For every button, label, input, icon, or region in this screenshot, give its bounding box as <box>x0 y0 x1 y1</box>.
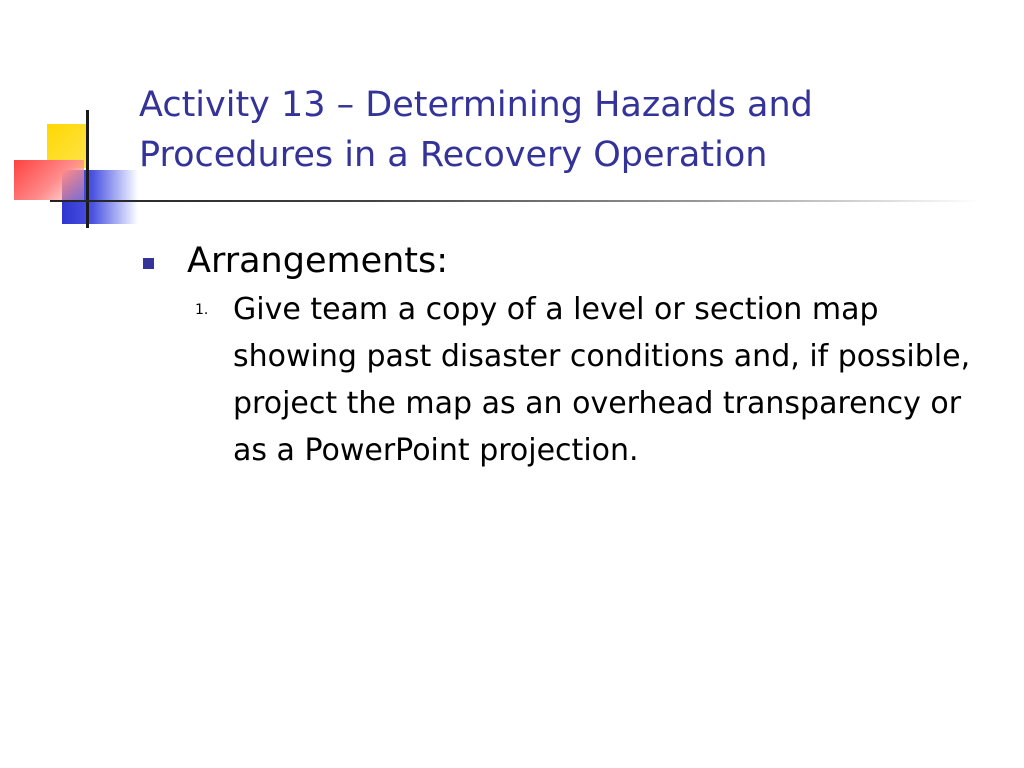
item-text: Give team a copy of a level or section map showing past disaster conditions and, if possible, project the map as an overhead transparency or as a PowerPoint projection. <box>233 292 971 468</box>
bullet-item <box>143 236 1003 286</box>
item-number: 1. <box>195 302 209 318</box>
title-line-2: Procedures in a Recovery Operation <box>139 135 768 175</box>
red-square <box>14 160 84 200</box>
square-bullet-icon <box>143 258 154 269</box>
vertical-line <box>86 110 89 228</box>
slide-body <box>143 236 1003 474</box>
decorative-squares-logo <box>0 0 160 240</box>
numbered-item <box>195 286 1003 474</box>
slide-title <box>139 80 989 180</box>
bullet-text: Arrangements: <box>187 241 449 281</box>
title-line-1: Activity 13 – Determining Hazards and <box>139 85 813 125</box>
title-divider-line <box>50 200 980 202</box>
